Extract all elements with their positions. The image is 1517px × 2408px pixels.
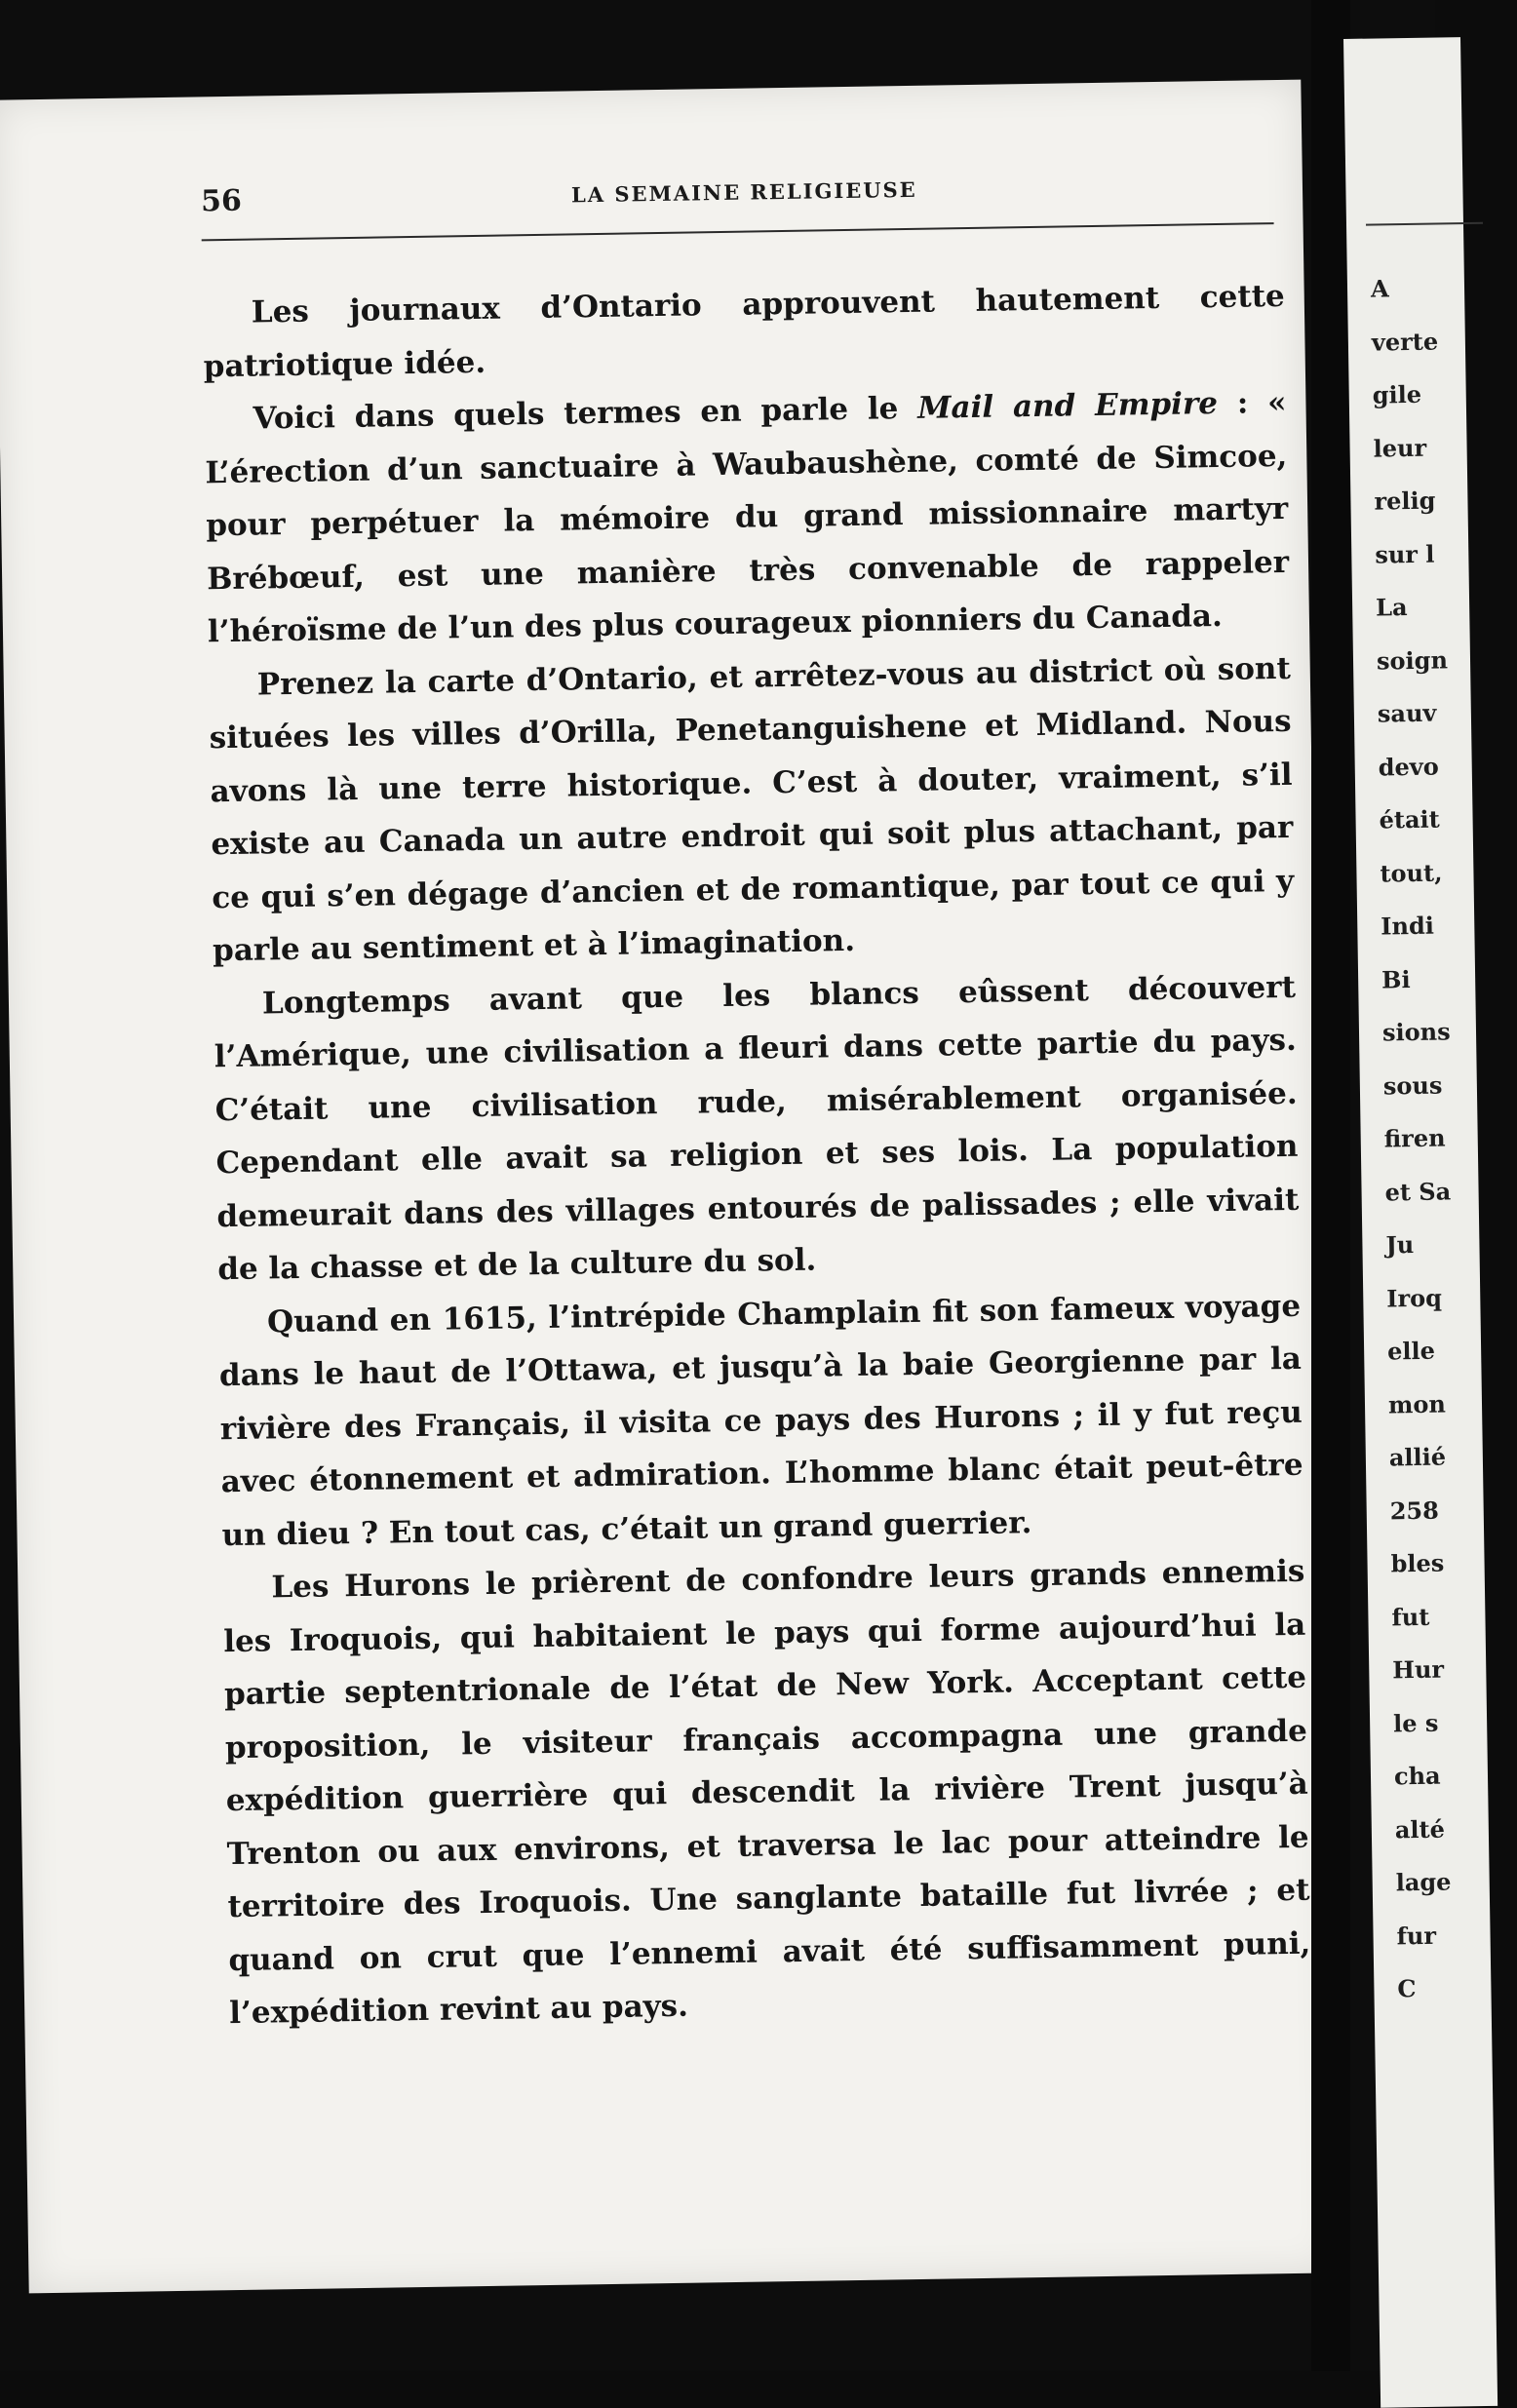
adjacent-line-fragment: fut (1391, 1602, 1430, 1631)
page-number: 56 (200, 183, 243, 219)
adjacent-line-fragment: Iroq (1386, 1283, 1443, 1312)
paragraph-5: Quand en 1615, l’intrépide Champlain fit son fameux voyage dans le haut de l’Ottawa, et jusqu’à la baie Georgienne par la rivière des Français, il visita ce pays des Hurons ; il y fut reçu avec étonnement et admiration. L’homme blanc était peut-être un dieu ? En tout cas, c’était un grand guerrier. (218, 1288, 1303, 1553)
book-page (0, 80, 1336, 2294)
adjacent-line-fragment: verte (1371, 327, 1439, 357)
adjacent-line-fragment: tout, (1380, 858, 1443, 888)
adjacent-page-fragments (1371, 261, 1469, 2015)
paragraph-2 (204, 376, 1290, 659)
adjacent-line-fragment: Bi (1381, 964, 1411, 994)
adjacent-line-fragment: était (1379, 804, 1440, 835)
adjacent-line-fragment: relig (1374, 485, 1436, 516)
adjacent-line-fragment: Indi (1381, 911, 1435, 941)
adjacent-page (1343, 37, 1498, 2408)
newspaper-name: Mail and Empire (916, 385, 1219, 426)
journal-title: LA SEMAINE RELIGIEUSE (570, 176, 917, 208)
paragraph-2-lead: Voici dans quels termes en parle le (253, 390, 918, 437)
running-header (201, 160, 1274, 235)
adjacent-line-fragment: bles (1390, 1548, 1445, 1578)
adjacent-line-fragment: A (1370, 274, 1389, 303)
adjacent-line-fragment: alté (1394, 1814, 1446, 1844)
adjacent-line-fragment: fur (1396, 1921, 1437, 1950)
adjacent-line-fragment: cha (1393, 1761, 1441, 1791)
adjacent-line-fragment: mon (1387, 1389, 1447, 1418)
adjacent-line-fragment: le s (1392, 1708, 1439, 1737)
article-body (202, 270, 1311, 2040)
adjacent-line-fragment: Ju (1385, 1230, 1415, 1260)
adjacent-header-rule (1366, 222, 1483, 226)
adjacent-line-fragment: sions (1381, 1017, 1451, 1047)
adjacent-line-fragment: soign (1376, 644, 1449, 676)
adjacent-line-fragment: gile (1372, 379, 1422, 409)
book-gutter (1311, 0, 1350, 2371)
adjacent-line-fragment: devo (1378, 752, 1439, 782)
adjacent-line-fragment: elle (1386, 1336, 1436, 1366)
adjacent-line-fragment: sauv (1377, 698, 1437, 728)
paragraph-1: Les journaux d’Ontario approuvent hautement cette patriotique idée. (203, 278, 1286, 384)
paragraph-6: Les Hurons le prièrent de confondre leurs grands ennemis les Iroquois, qui habitaient le pays qui forme aujourd’hui la partie septentrionale de l’état de New York. Acceptant cette proposition, le visiteur français accompagna une grande expédition guerrière qui descendit la rivière Trent jusqu’à Trenton ou aux environs, et traversa le lac pour atteindre le territoire des Iroquois. Une sanglante bataille fut livrée ; et quand on crut que l’ennemi avait été suffisamment puni, l’expédition revint au pays. (222, 1553, 1311, 2032)
adjacent-line-fragment: allié (1388, 1442, 1447, 1472)
adjacent-line-fragment: lage (1395, 1867, 1452, 1897)
adjacent-line-fragment: 258 (1389, 1495, 1440, 1525)
adjacent-line-fragment: leur (1373, 433, 1427, 463)
adjacent-line-fragment: Hur (1392, 1654, 1445, 1685)
adjacent-line-fragment: sur l (1375, 539, 1435, 569)
paragraph-2-quote: : « L’érection d’un sanctuaire à Waubaushène, comté de Simcoe, pour perpétuer la mémoire du grand missionnaire martyr Brébœuf, est une manière très convenable de rappeler l’héroïsme de l’un des plus courageux pionniers du Canada. (205, 384, 1290, 650)
adjacent-line-fragment: La (1375, 593, 1408, 622)
paragraph-4: Longtemps avant que les blancs eûssent découvert l’Amérique, une civilisation a fleuri dans cette partie du pays. C’était une civilisation rude, misérablement organisée. Cependant elle avait sa religion et ses lois. La population demeurait dans des villages entourés de palissades ; elle vivait de la chasse et de la culture du sol. (214, 969, 1300, 1288)
adjacent-line-fragment: et Sa (1384, 1176, 1452, 1206)
adjacent-line-fragment: firen (1383, 1123, 1446, 1153)
header-rule (202, 222, 1274, 241)
paragraph-3: Prenez la carte d’Ontario, et arrêtez-vous au district où sont situées les villes d’Orilla, Penetanguishene et Midland. Nous avons là une terre historique. C’est à douter, vraiment, s’il existe au Canada un autre endroit qui soit plus attachant, par ce qui s’en dégage d’ancien et de romantique, par tout ce qui y parle au sentiment et à l’imagination. (209, 650, 1295, 969)
adjacent-line-fragment: sous (1382, 1070, 1443, 1100)
adjacent-line-fragment: C (1397, 1974, 1417, 2003)
